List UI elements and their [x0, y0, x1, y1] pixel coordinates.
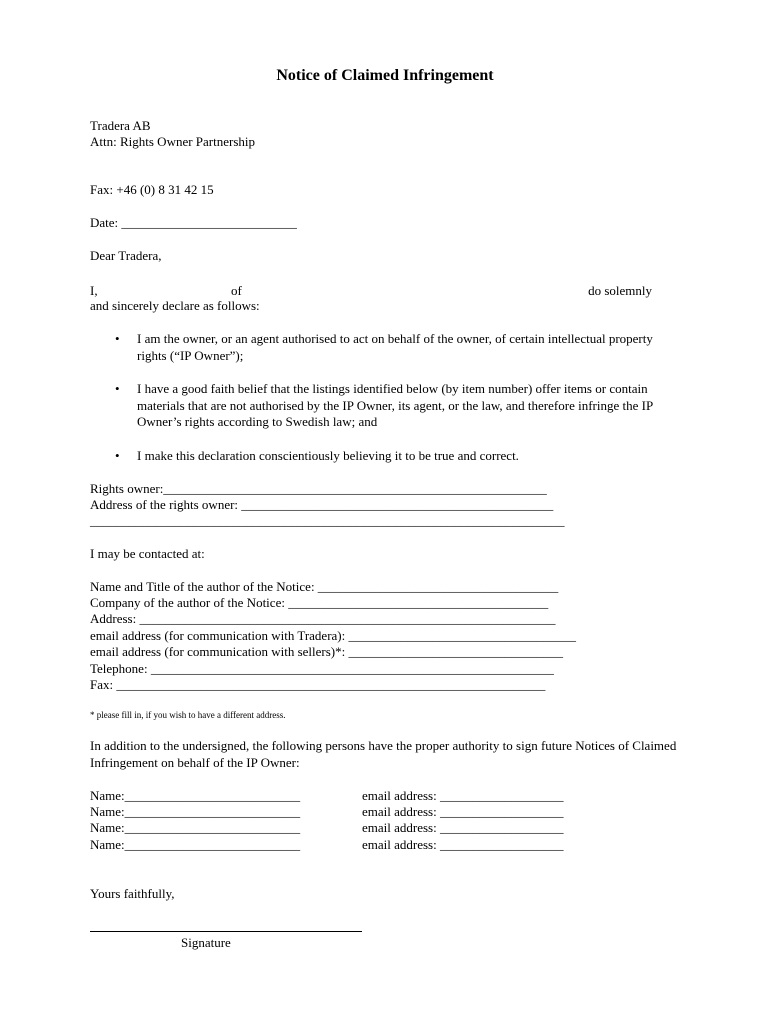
signature-line [90, 931, 362, 932]
rights-owner-address-blank: _________________________________________________________________________ [90, 513, 565, 528]
authority-name-field: Name:___________________________ [90, 837, 301, 852]
contact-heading: I may be contacted at: [90, 546, 205, 561]
salutation: Dear Tradera, [90, 248, 162, 263]
address-field: Address: ________________________________________________________________ [90, 611, 556, 626]
closing: Yours faithfully, [90, 886, 175, 901]
declaration-solemnly: do solemnly [588, 283, 652, 298]
authority-name-field: Name:___________________________ [90, 788, 301, 803]
author-name-title-field: Name and Title of the author of the Notice: _____________________________________ [90, 579, 559, 594]
declaration-continuation: and sincerely declare as follows: [90, 298, 260, 313]
email-tradera-field: email address (for communication with Tradera): ___________________________________ [90, 628, 576, 643]
bullet-marker: • [115, 331, 120, 346]
document-title: Notice of Claimed Infringement [276, 67, 494, 84]
declaration-of: of [231, 283, 242, 298]
authority-email-field: email address: ___________________ [362, 804, 564, 819]
date-field: Date: ___________________________ [90, 215, 297, 230]
authority-name-field: Name:___________________________ [90, 804, 301, 819]
bullet-item-2: I have a good faith belief that the listings identified below (by item number) offer items or contain materials that are not authorised by the IP Owner, its agent, or the law, and therefore infringe the IP Owner’s rights according to Swedish law; and [137, 381, 653, 429]
recipient-name: Tradera AB [90, 118, 151, 133]
signature-label: Signature [181, 935, 231, 950]
telephone-field: Telephone: ______________________________________________________________ [90, 661, 554, 676]
email-sellers-field: email address (for communication with sellers)*: _________________________________ [90, 644, 563, 659]
rights-owner-field: Rights owner:___________________________________________________________ [90, 481, 547, 496]
author-company-field: Company of the author of the Notice: ________________________________________ [90, 595, 549, 610]
authority-paragraph: In addition to the undersigned, the following persons have the proper authority to sign future Notices of Claimed Infringement on behalf of the IP Owner: [90, 738, 677, 770]
footnote: * please fill in, if you wish to have a different address. [90, 710, 286, 720]
fax-field: Fax: __________________________________________________________________ [90, 677, 546, 692]
authority-name-field: Name:___________________________ [90, 820, 301, 835]
bullet-item-3: I make this declaration conscientiously believing it to be true and correct. [137, 448, 519, 463]
bullet-marker: • [115, 381, 120, 396]
authority-email-field: email address: ___________________ [362, 820, 564, 835]
recipient-attn: Attn: Rights Owner Partnership [90, 134, 256, 149]
authority-email-field: email address: ___________________ [362, 788, 564, 803]
declaration-i: I, [90, 283, 98, 298]
bullet-marker: • [115, 448, 120, 463]
bullet-item-1: I am the owner, or an agent authorised to act on behalf of the owner, of certain intellectual property rights (“IP Owner”); [137, 331, 653, 363]
authority-email-field: email address: ___________________ [362, 837, 564, 852]
recipient-fax: Fax: +46 (0) 8 31 42 15 [90, 182, 214, 197]
rights-owner-address-field: Address of the rights owner: ________________________________________________ [90, 497, 554, 512]
